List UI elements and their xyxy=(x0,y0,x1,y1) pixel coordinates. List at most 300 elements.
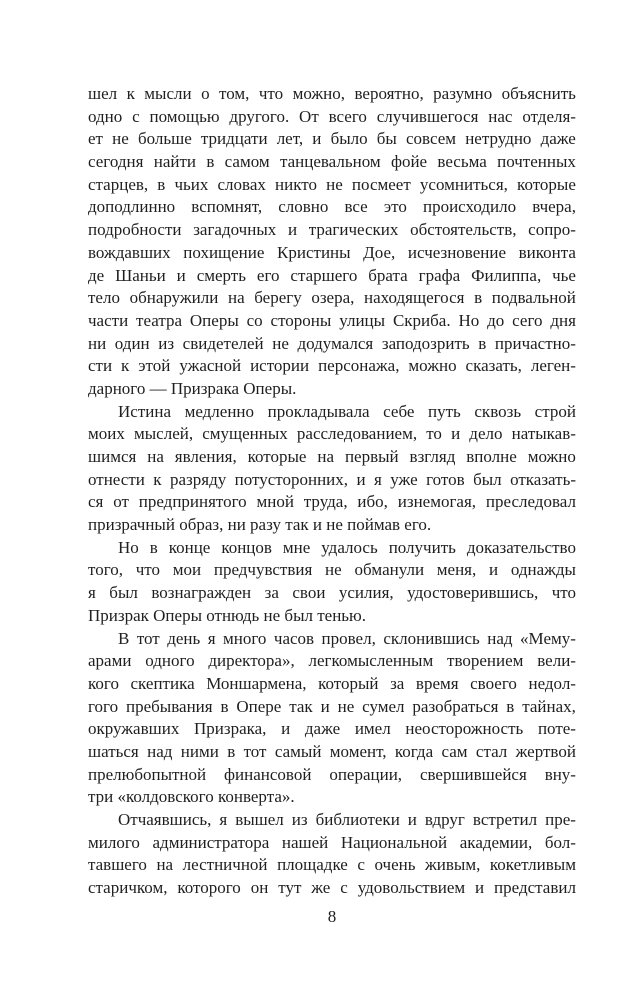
word: прелюбопытной xyxy=(88,764,207,784)
word: тридцати xyxy=(200,129,268,149)
word: что xyxy=(135,560,161,580)
word: кого xyxy=(88,673,119,693)
word: даже xyxy=(304,719,341,739)
word: больше xyxy=(137,129,192,149)
word: самом xyxy=(224,152,270,172)
text-line xyxy=(88,537,576,560)
word: озера, xyxy=(311,288,355,308)
word: гого xyxy=(88,696,119,716)
word: вознагражден xyxy=(151,583,252,603)
word: и xyxy=(475,878,485,898)
word: Моншармена, xyxy=(206,673,307,693)
word: сквозь xyxy=(474,401,522,421)
word: этой xyxy=(138,356,171,376)
word: мне xyxy=(282,537,311,557)
word: фойе xyxy=(390,152,428,172)
word: шаться xyxy=(88,741,139,761)
word: в xyxy=(227,741,236,761)
word: театра xyxy=(136,310,183,330)
word: танцевальном xyxy=(279,152,381,172)
text-line xyxy=(88,582,576,605)
word: Но xyxy=(458,310,480,330)
text-line xyxy=(88,741,576,764)
word: не xyxy=(326,174,343,194)
word: обнаружили xyxy=(129,288,219,308)
text-line xyxy=(88,128,576,151)
word: в xyxy=(506,696,515,716)
word: Шаньи xyxy=(115,265,166,285)
word: смерть xyxy=(196,265,246,285)
text-line xyxy=(88,174,576,197)
word: и xyxy=(176,265,186,285)
text-line xyxy=(88,106,576,129)
text-line xyxy=(88,696,576,719)
word: не xyxy=(325,560,342,580)
word: часов xyxy=(273,628,315,648)
word: и xyxy=(312,129,322,149)
word: творением xyxy=(447,651,524,671)
word: лет, xyxy=(276,129,304,149)
word: разряду xyxy=(169,469,227,489)
word: к xyxy=(153,469,162,489)
word: и xyxy=(356,469,366,489)
word: усомниться, xyxy=(419,174,508,194)
word: ибо, xyxy=(357,492,388,512)
word: нашей xyxy=(281,832,329,852)
text-line xyxy=(88,265,576,288)
word: удалось xyxy=(321,537,378,557)
word: свои xyxy=(292,583,326,603)
word: представил xyxy=(494,878,576,898)
word: брата xyxy=(368,265,408,285)
word: свидетелей xyxy=(182,333,264,353)
text-line: призрачный образ, ни разу так и не поймав его. xyxy=(88,515,432,535)
word: пре- xyxy=(545,810,576,829)
word: лестничной xyxy=(182,855,268,875)
word: на xyxy=(317,447,335,466)
word: посмеет xyxy=(351,174,411,194)
word: строй xyxy=(534,401,576,421)
word: В xyxy=(118,628,130,648)
text-line xyxy=(88,809,576,832)
word: я xyxy=(88,583,96,603)
word: которые xyxy=(517,174,576,194)
text-line xyxy=(88,673,576,696)
word: в xyxy=(206,152,215,172)
word: истории xyxy=(250,356,310,376)
word: тавшего xyxy=(88,855,147,875)
word: библиотеки xyxy=(315,810,400,829)
word: своего xyxy=(470,673,517,693)
word: вождавших xyxy=(88,242,171,262)
word: можно xyxy=(408,356,457,376)
word: склонившись xyxy=(383,628,480,648)
word: не xyxy=(272,333,289,353)
word: время xyxy=(415,673,459,693)
word: который xyxy=(318,673,379,693)
text-line xyxy=(88,628,576,651)
word: так xyxy=(289,696,313,716)
word: труда, xyxy=(303,492,348,512)
word: смущенных xyxy=(202,424,288,444)
word: мыслей, xyxy=(133,424,194,444)
word: скептика xyxy=(130,673,195,693)
word: вну- xyxy=(544,764,576,784)
word: моих xyxy=(88,424,125,444)
text-line xyxy=(88,469,576,492)
word: и xyxy=(451,424,461,444)
word: что xyxy=(258,84,284,103)
word: Но xyxy=(118,537,139,557)
word: тот xyxy=(243,741,267,761)
word: Кристины xyxy=(277,242,351,262)
word: другого. xyxy=(229,106,290,126)
word: происходило xyxy=(422,197,517,217)
word: находящегося xyxy=(364,288,465,308)
word: случившегося xyxy=(376,106,479,126)
word: же xyxy=(311,878,331,898)
word: одно xyxy=(88,106,123,126)
word: стороны xyxy=(270,310,332,330)
word: то xyxy=(426,424,442,444)
word: даже xyxy=(540,129,576,149)
word: удовольствием xyxy=(357,878,466,898)
word: медленно xyxy=(184,401,255,421)
word: трагических xyxy=(308,220,399,240)
word: одного xyxy=(145,651,195,671)
word: объяснить xyxy=(501,84,576,103)
word: причастно- xyxy=(494,333,576,353)
word: весьма xyxy=(437,152,487,172)
word: что xyxy=(551,583,576,603)
word: разумно xyxy=(433,84,493,103)
word: виконта xyxy=(518,242,576,262)
word: путь xyxy=(428,401,461,421)
text-line xyxy=(88,83,576,106)
word: стал xyxy=(475,741,508,761)
word: из xyxy=(291,810,308,829)
word: сумел xyxy=(362,696,405,716)
word: вышел xyxy=(235,810,284,829)
word: предчувствия xyxy=(213,560,313,580)
word: части xyxy=(88,310,129,330)
word: милого xyxy=(88,832,140,852)
text-line xyxy=(88,219,576,242)
text-line xyxy=(88,242,576,265)
word: самый xyxy=(274,741,322,761)
word: площадке xyxy=(277,855,348,875)
page-text xyxy=(88,83,576,900)
word: операции, xyxy=(329,764,403,784)
word: старцев, xyxy=(88,174,149,194)
word: сопро- xyxy=(528,220,576,240)
word: легкомысленным xyxy=(308,651,434,671)
word: ними xyxy=(180,741,219,761)
word: потусторонних, xyxy=(234,469,349,489)
word: сам xyxy=(441,741,468,761)
word: вспомнят, xyxy=(191,197,263,217)
word: шимся xyxy=(88,447,137,466)
word: до xyxy=(487,310,505,330)
word: похищение xyxy=(183,242,265,262)
word: мысли xyxy=(144,84,192,103)
word: Оперы xyxy=(189,310,239,330)
word: преследовал xyxy=(485,492,576,512)
word: нас xyxy=(488,106,513,126)
word: мои xyxy=(172,560,202,580)
word: не xyxy=(337,696,355,716)
word: натыкав- xyxy=(511,424,576,444)
word: обманули xyxy=(354,560,425,580)
word: помощью xyxy=(149,106,220,126)
word: чьих xyxy=(174,174,209,194)
word: и xyxy=(287,220,298,240)
word: и xyxy=(407,810,417,829)
word: доподлинно xyxy=(88,197,176,217)
word: загадочных xyxy=(193,220,277,240)
text-line xyxy=(88,401,576,424)
word: словах xyxy=(217,174,266,194)
text-line xyxy=(88,310,576,333)
word: почтенных xyxy=(497,152,576,172)
word: разобраться xyxy=(412,696,499,716)
word: готов xyxy=(426,469,465,489)
word: было xyxy=(330,129,368,149)
word: конце xyxy=(168,537,211,557)
word: отнести xyxy=(88,469,145,489)
word: над xyxy=(487,628,513,648)
word: живым, xyxy=(425,855,481,875)
word: Национальной xyxy=(340,832,448,852)
word: Дое, xyxy=(363,242,396,262)
word: арами xyxy=(88,651,132,671)
word: взгляд xyxy=(409,447,456,466)
word: берегу xyxy=(254,288,302,308)
word: не xyxy=(112,129,129,149)
word: усилия, xyxy=(338,583,394,603)
text-line: дарного — Призрака Оперы. xyxy=(88,378,297,398)
word: вчера, xyxy=(532,197,576,217)
text-line xyxy=(88,832,576,855)
word: меня, xyxy=(436,560,477,580)
word: в xyxy=(149,537,158,557)
word: От xyxy=(299,106,319,126)
text-line xyxy=(88,854,576,877)
word: можно, xyxy=(292,84,346,103)
word: Отчаявшись, xyxy=(118,810,212,829)
word: свершившейся xyxy=(419,764,527,784)
word: много xyxy=(223,628,267,648)
word: вели- xyxy=(537,651,576,671)
word: изнемогая, xyxy=(397,492,477,512)
word: он xyxy=(250,878,269,898)
word: тайнах, xyxy=(522,696,576,716)
word: никто xyxy=(275,174,317,194)
word: старшего xyxy=(290,265,358,285)
word: и xyxy=(281,719,291,739)
word: очень xyxy=(374,855,416,875)
word: концов xyxy=(221,537,272,557)
word: администратора xyxy=(152,832,270,852)
word: первый xyxy=(344,447,399,466)
word: леген- xyxy=(530,356,576,376)
text-line xyxy=(88,650,576,673)
word: в xyxy=(157,174,166,194)
word: Филиппа, xyxy=(471,265,542,285)
word: вполне xyxy=(466,447,517,466)
word: ся xyxy=(88,492,104,512)
word: был xyxy=(473,469,502,489)
word: предпринятого xyxy=(138,492,247,512)
word: дело xyxy=(469,424,503,444)
text-line xyxy=(88,355,576,378)
word: тут xyxy=(278,878,302,898)
word: бол- xyxy=(544,832,576,852)
word: кокетливым xyxy=(489,855,576,875)
word: подвальной xyxy=(491,288,576,308)
word: один xyxy=(114,333,150,353)
word: «Мему- xyxy=(520,628,576,648)
word: жертвой xyxy=(515,741,576,761)
word: в xyxy=(220,696,229,716)
word: чье xyxy=(552,265,576,285)
word: том, xyxy=(219,84,250,103)
word: на xyxy=(227,288,245,308)
word: с xyxy=(340,878,348,898)
word: всего xyxy=(328,106,367,126)
word: момент, xyxy=(329,741,387,761)
text-line xyxy=(88,446,576,469)
word: сти xyxy=(88,356,113,376)
word: ужасной xyxy=(179,356,242,376)
word: шел xyxy=(88,84,118,103)
word: на xyxy=(156,855,174,875)
text-line xyxy=(88,491,576,514)
word: отделя- xyxy=(522,106,576,126)
word: пребывания xyxy=(126,696,213,716)
text-line xyxy=(88,764,576,787)
word: поте- xyxy=(537,719,576,739)
word: Опере xyxy=(236,696,282,716)
word: расследованием, xyxy=(296,424,418,444)
word: с xyxy=(357,855,365,875)
word: де xyxy=(88,265,105,285)
word: нетрудно xyxy=(465,129,532,149)
word: из xyxy=(158,333,175,353)
text-line: Призрак Оперы отнюдь не был тенью. xyxy=(88,605,367,625)
word: тот xyxy=(136,628,160,648)
word: подробности xyxy=(88,220,182,240)
word: в xyxy=(474,288,483,308)
word: его xyxy=(256,265,280,285)
word: и xyxy=(489,560,499,580)
word: себе xyxy=(383,401,415,421)
text-line xyxy=(88,423,576,446)
word: к xyxy=(121,356,130,376)
page-number: 8 xyxy=(327,907,337,926)
word: директора», xyxy=(208,651,295,671)
word: ни xyxy=(88,333,107,353)
word: за xyxy=(390,673,405,693)
word: провел, xyxy=(321,628,376,648)
word: финансовой xyxy=(224,764,312,784)
word: Призрака, xyxy=(194,719,267,739)
word: ет xyxy=(88,129,103,149)
word: в xyxy=(478,333,487,353)
text-line xyxy=(88,287,576,310)
word: прокладывала xyxy=(267,401,370,421)
word: обстоятельств, xyxy=(410,220,517,240)
word: бы xyxy=(376,129,397,149)
word: недол- xyxy=(528,673,576,693)
word: за xyxy=(264,583,279,603)
word: имел xyxy=(354,719,391,739)
word: графа xyxy=(418,265,461,285)
word: доказательство xyxy=(466,537,576,557)
word: того, xyxy=(88,560,124,580)
word: дня xyxy=(550,310,576,330)
word: со xyxy=(246,310,263,330)
word: был xyxy=(109,583,138,603)
text-line xyxy=(88,718,576,741)
word: персонажа, xyxy=(318,356,400,376)
word: неосторожность xyxy=(405,719,524,739)
word: с xyxy=(132,106,140,126)
word: над xyxy=(147,741,173,761)
word: Скриба. xyxy=(392,310,451,330)
word: окружавших xyxy=(88,719,180,739)
text-line xyxy=(88,333,576,356)
word: о xyxy=(201,84,210,103)
text-line xyxy=(88,196,576,219)
word: уже xyxy=(390,469,418,489)
word: я xyxy=(219,810,228,829)
word: сказать, xyxy=(465,356,522,376)
word: получить xyxy=(388,537,456,557)
word: к xyxy=(126,84,135,103)
word: и xyxy=(320,696,330,716)
word: тело xyxy=(88,288,120,308)
word: заподозрить xyxy=(381,333,470,353)
word: мной xyxy=(256,492,294,512)
word: найти xyxy=(153,152,197,172)
word: на xyxy=(147,447,164,466)
text-line xyxy=(88,151,576,174)
text-line xyxy=(88,559,576,582)
word: которые xyxy=(247,447,307,466)
word: я xyxy=(207,628,216,648)
word: исчезновение xyxy=(407,242,507,262)
word: додумался xyxy=(297,333,374,353)
word: словно xyxy=(278,197,329,217)
word: однажды xyxy=(510,560,576,580)
word: я xyxy=(374,469,382,489)
word: вдруг xyxy=(424,810,465,829)
word: когда xyxy=(394,741,434,761)
word: сего xyxy=(512,310,543,330)
text-line xyxy=(88,877,576,900)
word: удостоверившись, xyxy=(407,583,539,603)
word: можно xyxy=(527,447,576,466)
word: старичком, xyxy=(88,878,168,898)
word: совсем xyxy=(406,129,457,149)
word: сегодня xyxy=(88,152,144,172)
word: улицы xyxy=(339,310,386,330)
word: от xyxy=(113,492,129,512)
word: день xyxy=(167,628,201,648)
word: встретил xyxy=(472,810,538,829)
word: академии, xyxy=(459,832,533,852)
